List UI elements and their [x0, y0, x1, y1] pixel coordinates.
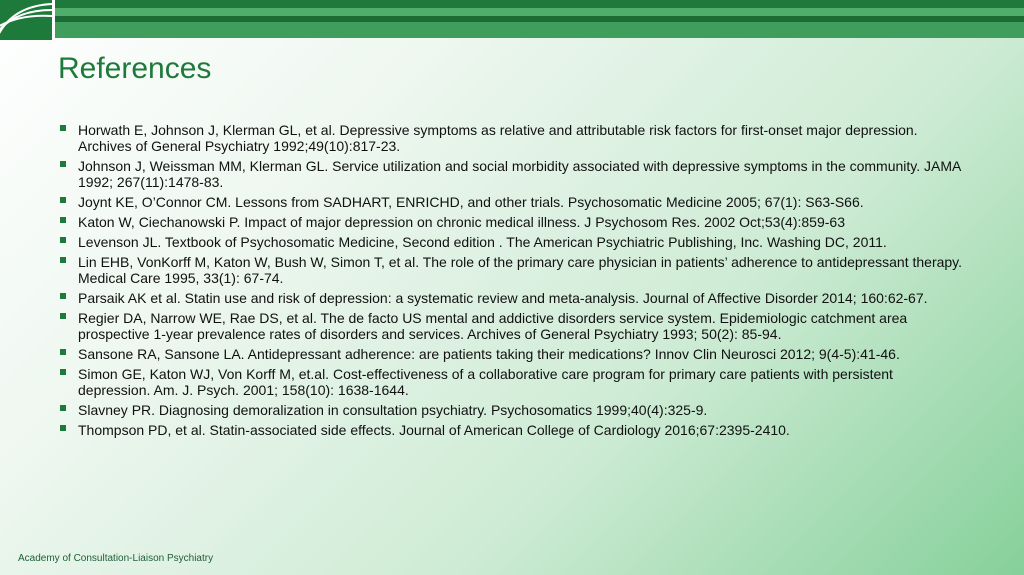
bullet-icon [60, 405, 66, 411]
reference-item [58, 158, 963, 190]
reference-text: Levenson JL. Textbook of Psychosomatic Medicine, Second edition . The American Psychiatric Publishing, Inc. Washing DC, 2011. [78, 234, 887, 250]
header-bar [55, 0, 1024, 8]
bullet-icon [60, 369, 66, 375]
bullet-icon [60, 125, 66, 131]
header-bars [55, 0, 1024, 40]
bullet-icon [60, 425, 66, 431]
reference-text: Parsaik AK et al. Statin use and risk of depression: a systematic review and meta-analysis. Journal of Affective Disorder 2014; 160:62-67. [78, 290, 928, 306]
bullet-icon [60, 161, 66, 167]
bullet-icon [60, 349, 66, 355]
reference-item [58, 422, 963, 438]
reference-text: Simon GE, Katon WJ, Von Korff M, et.al. Cost-effectiveness of a collaborative care program for primary care patients with persistent depression. Am. J. Psych. 2001; 158(10): 1638-1644. [78, 366, 893, 398]
reference-text: Sansone RA, Sansone LA. Antidepressant adherence: are patients taking their medications? Innov Clin Neurosci 2012; 9(4-5):41-46. [78, 346, 900, 362]
reference-text: Joynt KE, O’Connor CM. Lessons from SADHART, ENRICHD, and other trials. Psychosomatic Medicine 2005; 67(1): S63-S66. [78, 194, 864, 210]
bullet-icon [60, 217, 66, 223]
reference-item [58, 194, 963, 210]
reference-item [58, 366, 963, 398]
footer-text: Academy of Consultation-Liaison Psychiatry [18, 553, 214, 564]
reference-text: Johnson J, Weissman MM, Klerman GL. Service utilization and social morbidity associated with depressive symptoms in the community. JAMA 1992; 267(11):1478-83. [78, 158, 961, 190]
bullet-icon [60, 237, 66, 243]
reference-text: Regier DA, Narrow WE, Rae DS, et al. The de facto US mental and addictive disorders service system. Epidemiologic catchment area prospective 1-year prevalence rates of disorders and services. Archives of General Psychiatry 1993; 50(2): 85-94. [78, 310, 908, 342]
logo-arcs-icon [0, 0, 52, 40]
bullet-icon [60, 293, 66, 299]
header-bar [55, 22, 1024, 38]
reference-text: Slavney PR. Diagnosing demoralization in consultation psychiatry. Psychosomatics 1999;40(4):325-9. [78, 402, 708, 418]
reference-text: Lin EHB, VonKorff M, Katon W, Bush W, Simon T, et al. The role of the primary care physician in patients’ adherence to antidepressant therapy. Medical Care 1995, 33(1): 67-74. [78, 254, 963, 286]
reference-text: Horwath E, Johnson J, Klerman GL, et al. Depressive symptoms as relative and attributable risk factors for first-onset major depression. Archives of General Psychiatry 1992;49(10):817-23. [78, 122, 918, 154]
bullet-icon [60, 197, 66, 203]
reference-item [58, 234, 963, 250]
reference-item [58, 310, 963, 342]
bullet-icon [60, 313, 66, 319]
reference-item [58, 214, 963, 230]
logo [0, 0, 52, 40]
bullet-icon [60, 257, 66, 263]
reference-text: Thompson PD, et al. Statin-associated side effects. Journal of American College of Cardiology 2016;67:2395-2410. [78, 422, 790, 438]
slide-title: References [58, 52, 212, 85]
reference-item [58, 346, 963, 362]
reference-item [58, 290, 963, 306]
reference-text: Katon W, Ciechanowski P. Impact of major depression on chronic medical illness. J Psychosom Res. 2002 Oct;53(4):859-63 [78, 214, 845, 230]
reference-item [58, 254, 963, 286]
header-bar [55, 8, 1024, 16]
reference-item [58, 122, 963, 154]
reference-item [58, 402, 963, 418]
reference-list [58, 122, 963, 442]
